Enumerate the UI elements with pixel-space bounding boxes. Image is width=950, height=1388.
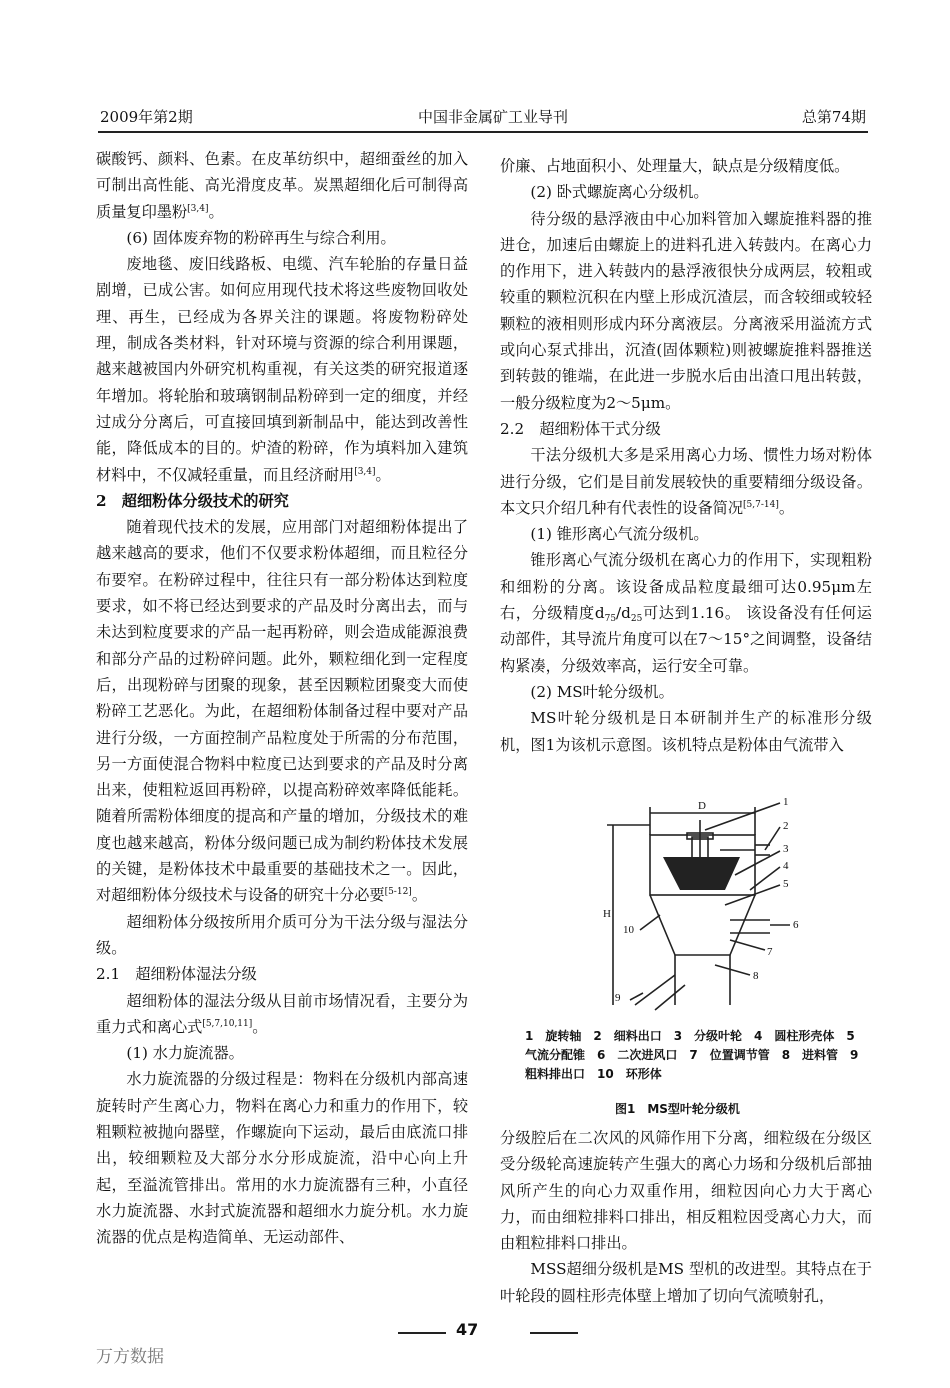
figure-legend: 1 旋转轴 2 细料出口 3 分级叶轮 4 圆柱形壳体 5 气流分配锥 6 二次进风口 7 位置调节管 8 进料管 9 粗料排出口 10 环形体 [525, 1029, 871, 1081]
callout-5: 5 [783, 878, 789, 890]
header-issue: 2009年第2期 [100, 108, 193, 126]
paragraph: 废地毯、废旧线路板、电缆、汽车轮胎的存量日益剧增，已成公害。如何应用现代技术将这些废物回收处理、再生，已经成为各界关注的课题。将废物粉碎处理，制成各类材料，针对环境与资源的综合利用课题，越来越被国内外研究机构重视，有关这类的研究报道逐年增加。将轮胎和玻璃钢制品粉碎到一定的细度，并经过成分分离后，可直接回填到新制品中，能达到改善性能，降低成本的目的。炉渣的粉碎，作为填料加入建筑材料中，不仅减轻重量，而且经济耐用[3,4]。 [96, 255, 468, 484]
callout-9: 9 [615, 992, 621, 1004]
paragraph: 随着现代技术的发展，应用部门对超细粉体提出了越来越高的要求，他们不仅要求粉体超细，而且粒径分布要窄。在粉碎过程中，往往只有一部分粉体达到粒度要求，如不将已经达到要求的产品及时分离出去，而与未达到粒度要求的产品一起再粉碎，则会造成能源浪费和部分产品的过粉碎问题。此外，颗粒细化到一定程度后，出现粉碎与团聚的现象，甚至因颗粒团聚变大而使粉碎工艺恶化。为此，在超细粉体制备过程中要对产品进行分级，一方面控制产品粒度处于所需的分布范围，另一方面使混合物料中粒度已达到要求的产品及时分离出来，使粗粒返回再粉碎，以提高粉碎效率降低能耗。随着所需粉体细度的提高和产量的增加，分级技术的难度也越来越高，粉体分级问题已成为制约粉体技术发展的关键，是粉体技术中最重要的基础技术之一。因此，对超细粉体分级技术与设备的研究十分必要[5-12]。 [96, 518, 468, 905]
section-heading: 2.2 超细粉体干式分级 [500, 419, 661, 438]
watermark: 万方数据 [96, 1347, 164, 1367]
footer-rule [530, 1332, 578, 1334]
callout-7: 7 [767, 946, 773, 958]
paragraph: 水力旋流器的分级过程是：物料在分级机内部高速旋转时产生离心力，物料在离心力和重力的作用下，较粗颗粒被抛向器壁，作螺旋向下运动，最后由底流口排出，较细颗粒及大部分水分形成旋流，沿中心向上升起，至溢流管排出。常用的水力旋流器有三种，小直径水力旋流器、水封式旋流器和超细水力旋分机。水力旋流器的优点是构造简单、无运动部件、 [96, 1070, 468, 1247]
callout-8: 8 [753, 970, 759, 982]
callout-6: 6 [793, 919, 799, 931]
callout-line-2 [765, 827, 780, 850]
callout-4: 4 [783, 860, 789, 872]
paragraph: MSS超细分级机是MS 型机的改进型。其特点在于叶轮段的圆柱形壳体壁上增加了切向气流喷射孔， [500, 1260, 872, 1305]
subsection-heading: (6) 固体废弃物的粉碎再生与综合利用。 [126, 228, 396, 247]
label-h: H [603, 908, 611, 920]
right-column-continued [500, 1125, 872, 1309]
paragraph: 价廉、占地面积小、处理量大，缺点是分级精度低。 [500, 157, 850, 175]
callout-3: 3 [783, 843, 789, 855]
callout-line-10 [640, 915, 660, 930]
section-heading: 2 超细粉体分级技术的研究 [96, 491, 289, 510]
paragraph: 锥形离心气流分级机在离心力的作用下，实现粗粉和细粉的分离。该设备成品粒度最细可达0.95μm左右，分级精度$d_{75}/d_{25}$可达到1.16。 该设备没有任何运动部件，其导流片角度可以在7～15°之间调整，设备结构紧凑，分级效率高，运行安全可靠。 [500, 551, 872, 675]
header-journal: 中国非金属矿工业导刊 [418, 108, 569, 126]
paragraph: 干法分级机大多是采用离心力场、惯性力场对粉体进行分级，它们是目前发展较快的重要精细分级设备。本文只介绍几种有代表性的设备简况[5,7-14]。 [500, 446, 872, 517]
paragraph: 超细粉体的湿法分级从目前市场情况看，主要分为重力式和离心式[5,7,10,11]。 [96, 991, 468, 1036]
section-heading: 2.1 超细粉体湿法分级 [96, 965, 257, 984]
right-column [500, 153, 872, 758]
page-number-area [398, 1318, 578, 1348]
left-column [96, 146, 468, 1250]
page-number: 47 [456, 1320, 479, 1339]
callout-2: 2 [783, 820, 789, 832]
figure-ms-classifier [515, 795, 875, 1125]
coarse-outlet [635, 975, 675, 1005]
callout-10: 10 [623, 924, 634, 936]
header-total-issue: 总第74期 [801, 108, 866, 126]
coarse-outlet [655, 985, 685, 1010]
subsection-heading: (1) 锥形离心气流分级机。 [530, 525, 709, 544]
header-rule [98, 131, 868, 133]
subsection-heading: (2) 卧式螺旋离心分级机。 [530, 183, 709, 202]
callout-line-8 [715, 965, 750, 975]
footer-rule [398, 1332, 446, 1334]
classifier-impeller [663, 857, 740, 890]
paragraph: 碳酸钙、颜料、色素。在皮革纺织中，超细蚕丝的加入可制出高性能、高光滑度皮革。炭黑超细化后可制得高质量复印墨粉[3,4]。 [96, 150, 468, 221]
paragraph: 待分级的悬浮液由中心加料管加入螺旋推料器的推进仓，加速后由螺旋上的进料孔进入转鼓内。在离心力的作用下，进入转鼓内的悬浮液很快分成两层，较粗或较重的颗粒沉积在内壁上形成沉渣层，而含较细或较轻颗粒的液相则形成内环分离液层。分离液采用溢流方式或向心泵式排出，沉渣(固体颗粒)则被螺旋推料器推送到转鼓的锥端，在此进一步脱水后由出渣口甩出转鼓，一般分级粒度为2～5μm。 [500, 209, 872, 412]
subsection-heading: (2) MS叶轮分级机。 [530, 682, 674, 701]
distribution-cone [650, 895, 755, 955]
figure-caption: 图1 MS型叶轮分级机 [615, 1102, 740, 1116]
running-header [100, 106, 866, 128]
ms-classifier-diagram [555, 795, 855, 1025]
paragraph: 超细粉体分级按所用介质可分为干法分级与湿法分级。 [96, 912, 468, 957]
callout-line-9 [630, 993, 643, 1000]
paragraph: MS叶轮分级机是日本研制并生产的标准形分级机，图1为该机示意图。该机特点是粉体由气流带入 [500, 709, 872, 754]
callout-line-1 [705, 803, 780, 830]
label-d: D [698, 800, 706, 812]
callout-line-7 [730, 940, 765, 950]
subsection-heading: (1) 水力旋流器。 [126, 1044, 244, 1063]
paragraph: 分级腔后在二次风的风筛作用下分离，细粒级在分级区受分级轮高速旋转产生强大的离心力场和分级机后部抽风所产生的向心力双重作用，细粒因向心力大于离心力，而由细粒排料口排出，相反粗粒因受离心力大，而由粗粒排料口排出。 [500, 1129, 872, 1253]
callout-1: 1 [783, 796, 789, 808]
